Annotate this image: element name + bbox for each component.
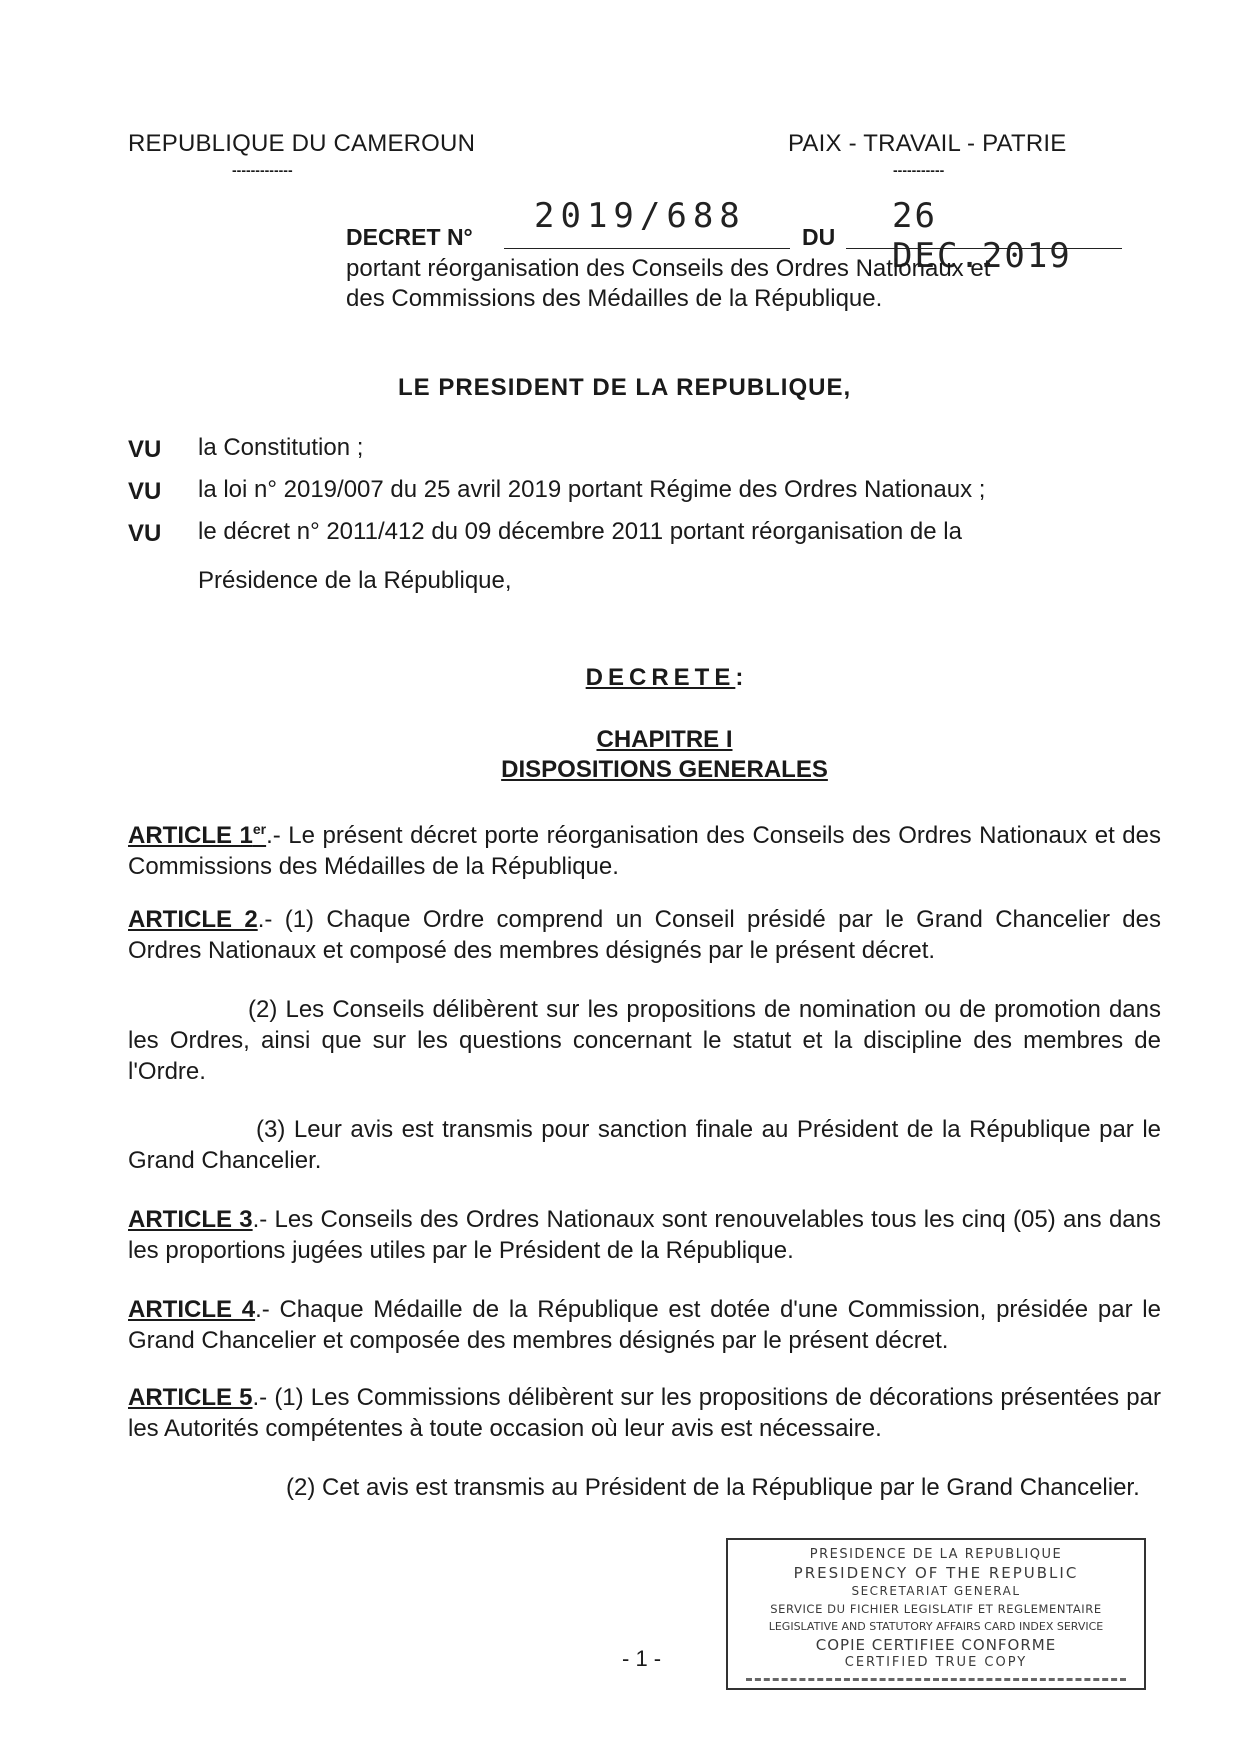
president-heading: LE PRESIDENT DE LA REPUBLIQUE, [398,374,852,401]
chapter-subtitle: DISPOSITIONS GENERALES [501,756,828,783]
header-right-motto: PAIX - TRAVAIL - PATRIE [788,130,1067,157]
header-left-republic: REPUBLIQUE DU CAMEROUN [128,130,476,157]
decree-title [346,254,990,314]
article-5-paragraph-2: (2) Cet avis est transmis au Président de la République par le Grand Chancelier. [286,1474,1140,1501]
article-4 [128,1294,1161,1356]
article-1-sup: er [252,821,267,837]
article-4-label: ARTICLE 4 [128,1296,256,1323]
article-2-text: .- (1) Chaque Ordre comprend un Conseil présidé par le Grand Chancelier des Ordres Nationaux et composé des membres désignés par le présent décret. [128,906,1161,964]
stamp-line-3: SECRETARIAT GENERAL [851,1584,1021,1598]
decrete-colon: : [735,664,744,691]
decree-number: 2019/688 [534,196,746,236]
decrete-heading [0,664,1241,692]
article-1-text: .- Le présent décret porte réorganisation des Conseils des Ordres Nationaux et des Commissions des Médailles de la République. [128,822,1161,880]
decree-label: DECRET N° [346,224,473,250]
stamp-bottom-rule [746,1678,1126,1681]
article-2-paragraph-2: (2) Les Conseils délibèrent sur les propositions de nomination ou de promotion dans les Ordres, ainsi que sur les questions concernant le statut et la discipline des membres de l'Ordre. [128,996,1161,1085]
decree-date-field [846,196,1122,276]
decrete-word: DECRETE [585,664,736,691]
visa-text: Présidence de la République, [198,567,512,594]
visa-key: VU [128,520,162,547]
stamp-line-4: SERVICE DU FICHIER LEGISLATIF ET REGLEMENTAIRE [770,1602,1102,1616]
article-3-label: ARTICLE 3 [128,1206,253,1233]
visa-text: la Constitution ; [198,434,364,461]
visa-key: VU [128,478,162,505]
decree-du-label: DU [802,224,836,250]
header-right-dashes: ----------- [893,162,945,178]
stamp-line-2: PRESIDENCY OF THE REPUBLIC [793,1564,1079,1582]
stamp-line-5: LEGISLATIVE AND STATUTORY AFFAIRS CARD INDEX SERVICE [768,1620,1104,1633]
stamp-line-6: COPIE CERTIFIEE CONFORME [815,1636,1057,1654]
article-5 [128,1382,1161,1444]
visa-text: la loi n° 2019/007 du 25 avril 2019 portant Régime des Ordres Nationaux ; [198,476,986,503]
article-1 [128,814,1161,882]
article-2-paragraph-3: (3) Leur avis est transmis pour sanction finale au Président de la République par le Grand Chancelier. [128,1116,1161,1174]
chapter-title: CHAPITRE I [596,726,733,753]
header-left-dashes: ------------- [232,162,293,178]
visa-key: VU [128,436,162,463]
page-number: - 1 - [622,1646,662,1671]
article-3-text: .- Les Conseils des Ordres Nationaux sont renouvelables tous les cinq (05) ans dans les proportions jugées utiles par le Président de la République. [128,1206,1161,1264]
decree-date: 26 DEC.2019 [892,196,1072,276]
article-3 [128,1204,1161,1266]
article-1-label [128,822,266,849]
article-2-label: ARTICLE 2 [128,906,258,933]
article-4-text: .- Chaque Médaille de la République est dotée d'une Commission, présidée par le Grand Chancelier et composée des membres désignés par le présent décret. [128,1296,1161,1354]
article-5-label: ARTICLE 5 [128,1384,253,1411]
article-5-text: .- (1) Les Commissions délibèrent sur les propositions de décorations présentées par les Autorités compétentes à toute occasion où leur avis est nécessaire. [128,1384,1161,1442]
visa-text: le décret n° 2011/412 du 09 décembre 2011 portant réorganisation de la [198,518,962,545]
stamp-line-7: CERTIFIED TRUE COPY [844,1655,1028,1670]
decree-number-field [504,196,790,249]
article-2 [128,904,1161,966]
decree-title-line2: des Commissions des Médailles de la République. [346,285,883,312]
decree-title-line1: portant réorganisation des Conseils des Ordres Nationaux et [346,255,991,282]
article-1-label-text: ARTICLE 1 [128,822,253,849]
stamp-line-1: PRESIDENCE DE LA REPUBLIQUE [809,1547,1063,1562]
certification-stamp [726,1538,1146,1690]
